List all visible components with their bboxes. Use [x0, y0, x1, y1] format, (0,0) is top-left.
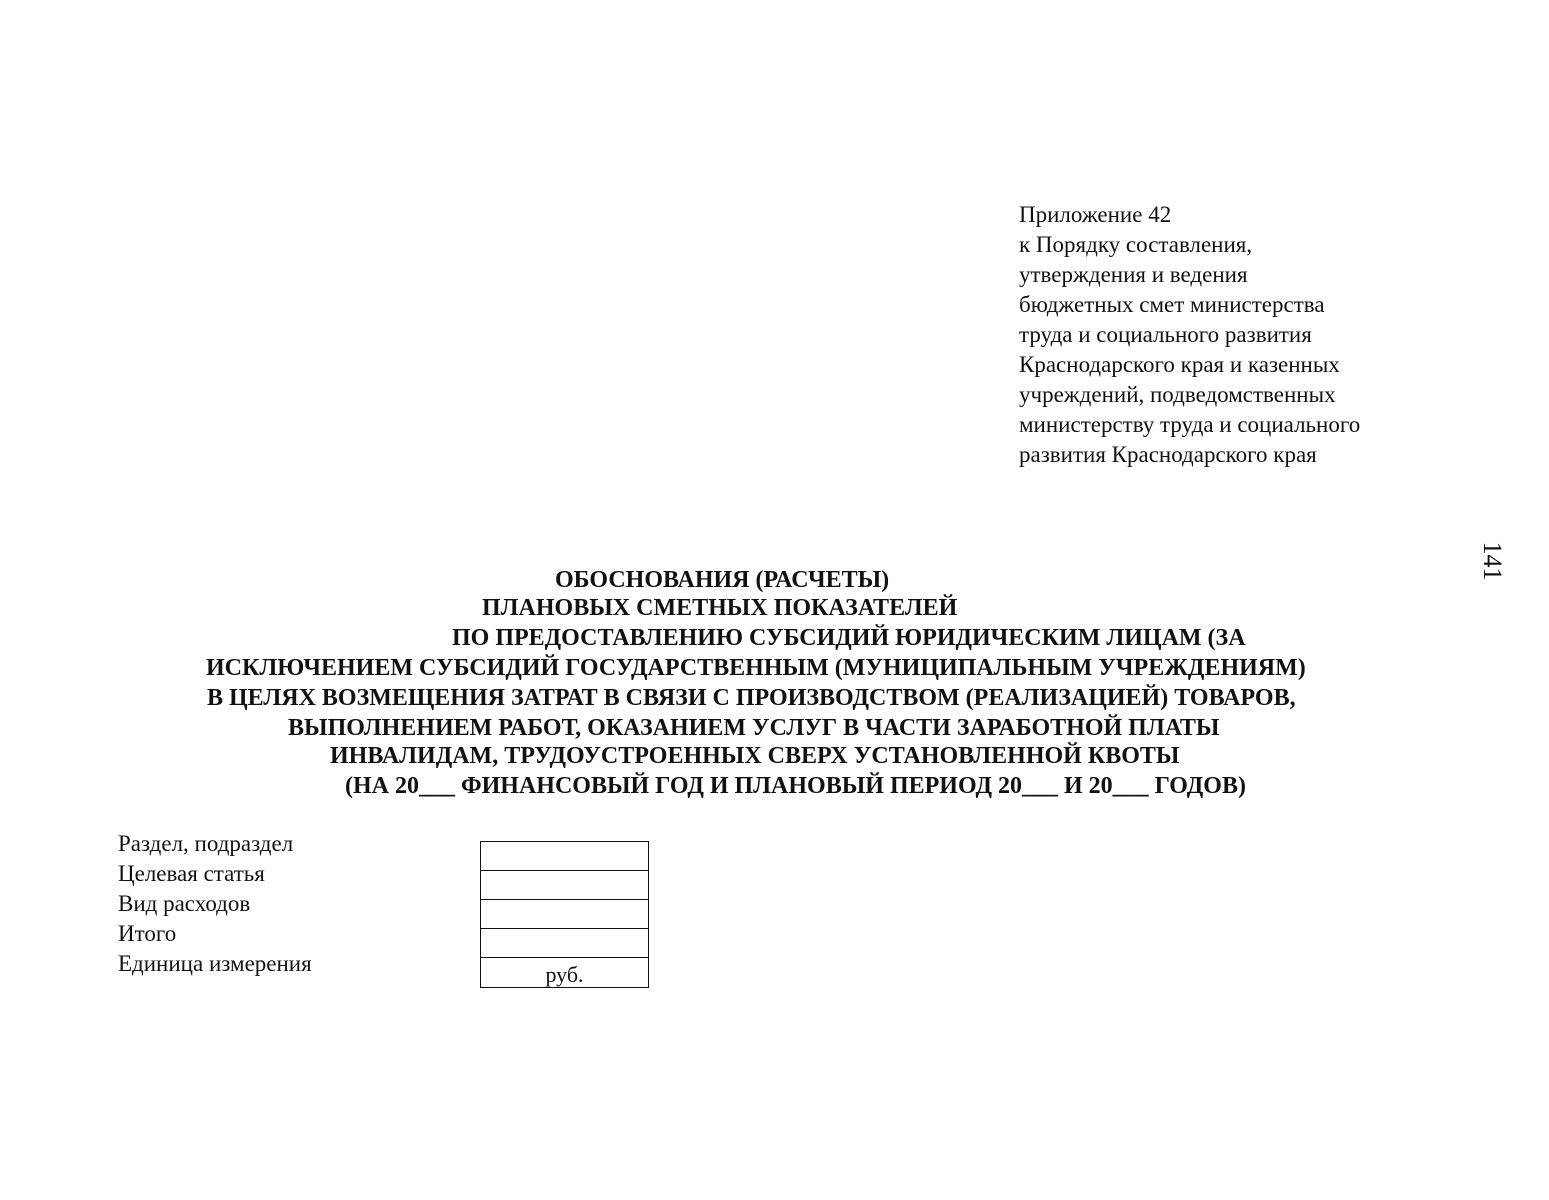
code-cell-section [481, 842, 648, 871]
codes-table [480, 841, 649, 988]
appendix-line: учреждений, подведомственных [1019, 382, 1336, 407]
label-target-article: Целевая статья [118, 861, 265, 886]
title-line: ИСКЛЮЧЕНИЕМ СУБСИДИЙ ГОСУДАРСТВЕННЫМ (МУНИЦИПАЛЬНЫМ УЧРЕЖДЕНИЯМ) [206, 655, 1306, 681]
title-line: ИНВАЛИДАМ, ТРУДОУСТРОЕННЫХ СВЕРХ УСТАНОВЛЕННОЙ КВОТЫ [330, 743, 1180, 769]
appendix-line: министерству труда и социального [1019, 412, 1361, 437]
appendix-header [1019, 200, 1439, 470]
title-line: ПО ПРЕДОСТАВЛЕНИЮ СУБСИДИЙ ЮРИДИЧЕСКИМ ЛИЦАМ (ЗА [452, 625, 1246, 651]
appendix-line: к Порядку составления, [1019, 232, 1253, 257]
appendix-line: Приложение 42 [1019, 202, 1172, 227]
title-line: ПЛАНОВЫХ СМЕТНЫХ ПОКАЗАТЕЛЕЙ [482, 595, 958, 621]
code-cell-expense-type [481, 900, 648, 929]
title-line: ВЫПОЛНЕНИЕМ РАБОТ, ОКАЗАНИЕМ УСЛУГ В ЧАСТИ ЗАРАБОТНОЙ ПЛАТЫ [288, 715, 1220, 741]
code-cell-total [481, 929, 648, 958]
title-line: ОБОСНОВАНИЯ (РАСЧЕТЫ) [555, 567, 890, 593]
page-number: 141 [1478, 541, 1507, 581]
title-line: В ЦЕЛЯХ ВОЗМЕЩЕНИЯ ЗАТРАТ В СВЯЗИ С ПРОИЗВОДСТВОМ (РЕАЛИЗАЦИЕЙ) ТОВАРОВ, [207, 685, 1296, 711]
appendix-line: развития Краснодарского края [1019, 442, 1317, 467]
appendix-line: труда и социального развития [1019, 322, 1312, 347]
label-section: Раздел, подраздел [118, 831, 294, 856]
label-unit: Единица измерения [118, 951, 312, 976]
code-cell-unit: руб. [545, 962, 584, 987]
title-line: (НА 20___ ФИНАНСОВЫЙ ГОД И ПЛАНОВЫЙ ПЕРИОД 20___ И 20___ ГОДОВ) [345, 773, 1246, 799]
label-total: Итого [118, 921, 177, 946]
appendix-line: утверждения и ведения [1019, 262, 1248, 287]
appendix-line: бюджетных смет министерства [1019, 292, 1325, 317]
label-expense-type: Вид расходов [118, 891, 251, 916]
appendix-line: Краснодарского края и казенных [1019, 352, 1340, 377]
field-labels [118, 829, 312, 979]
code-cell-target-article [481, 871, 648, 900]
